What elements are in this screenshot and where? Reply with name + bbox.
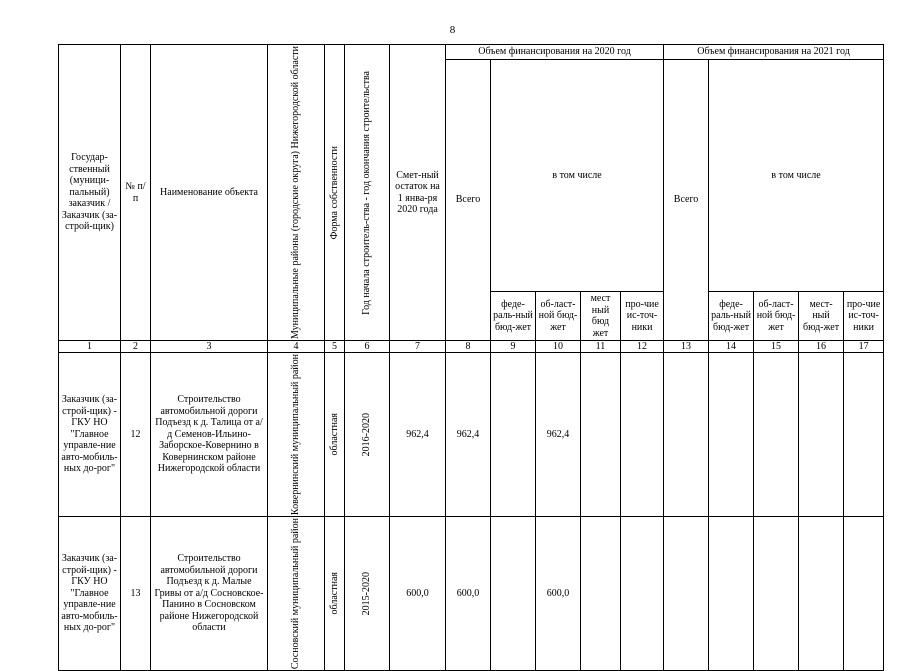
header-estimate: Смет-ный остаток на 1 янва-ря 2020 года: [390, 45, 446, 341]
column-number: 7: [390, 341, 446, 353]
row-local-2020: [581, 517, 621, 671]
header-other-2020: про-чие ис-точ-ники: [621, 292, 664, 341]
row-regional-2021: [754, 517, 799, 671]
row-district-text: Сосновский муниципальный район: [290, 518, 302, 670]
row-local-2021: [799, 517, 844, 671]
header-other-2021: про-чие ис-точ-ники: [844, 292, 884, 341]
header-districts-text: Муниципальные районы (городские округа) Нижегородской области: [290, 46, 302, 340]
column-number: 9: [491, 341, 536, 353]
row-customer: Заказчик (за-строй-щик) - ГКУ НО "Главное управле-ние авто-мобиль-ных до-рог": [59, 517, 121, 671]
row-ownership: [325, 353, 345, 517]
header-local-2020: мест ный бюд жет: [581, 292, 621, 341]
row-total-2020: 962,4: [446, 353, 491, 517]
row-years-text: 2016-2020: [361, 412, 373, 457]
row-other-2020: [621, 353, 664, 517]
row-district: [268, 353, 325, 517]
header-object-name: Наименование объекта: [151, 45, 268, 341]
row-total-2021: [664, 353, 709, 517]
header-including-2020: в том числе: [491, 60, 664, 292]
row-ownership-text: областная: [328, 413, 340, 456]
header-regional-2021: об-ласт-ной бюд-жет: [754, 292, 799, 341]
header-customer: Государ-ственный (муници-пальный) заказчик /Заказчик (за-строй-щик): [59, 45, 121, 341]
column-number: 15: [754, 341, 799, 353]
column-number: 11: [581, 341, 621, 353]
column-number: 2: [121, 341, 151, 353]
column-number: 10: [536, 341, 581, 353]
header-ownership: [325, 45, 345, 341]
table-row: [59, 517, 884, 671]
row-number: 12: [121, 353, 151, 517]
row-regional-2020: 962,4: [536, 353, 581, 517]
row-federal-2021: [709, 353, 754, 517]
header-funding-2020: Объем финансирования на 2020 год: [446, 45, 664, 60]
column-number: 5: [325, 341, 345, 353]
column-numbers-row: [59, 341, 884, 353]
row-other-2021: [844, 353, 884, 517]
row-number: 13: [121, 517, 151, 671]
column-number: 1: [59, 341, 121, 353]
column-number: 12: [621, 341, 664, 353]
column-number: 16: [799, 341, 844, 353]
row-other-2020: [621, 517, 664, 671]
row-years-text: 2015-2020: [361, 571, 373, 616]
column-number: 14: [709, 341, 754, 353]
row-district-text: Ковернинский муниципальный район: [290, 354, 302, 516]
row-local-2021: [799, 353, 844, 517]
header-years: [345, 45, 390, 341]
row-federal-2020: [491, 353, 536, 517]
row-district: [268, 517, 325, 671]
header-regional-2020: об-ласт-ной бюд-жет: [536, 292, 581, 341]
row-object-name: Строительство автомобильной дороги Подъезд к д. Талица от а/д Семенов-Ильино-Заборское-Ковернино в Ковернинском районе Нижегородской области: [151, 353, 268, 517]
row-federal-2021: [709, 517, 754, 671]
row-regional-2021: [754, 353, 799, 517]
row-years: [345, 353, 390, 517]
table-row: [59, 353, 884, 517]
header-total-2021: Всего: [664, 60, 709, 341]
row-ownership: [325, 517, 345, 671]
row-other-2021: [844, 517, 884, 671]
row-object-name: Строительство автомобильной дороги Подъезд к д. Малые Гривы от а/д Сосновское-Панино в Сосновском районе Нижегородской области: [151, 517, 268, 671]
header-row-1: [59, 45, 884, 60]
column-number: 8: [446, 341, 491, 353]
header-years-text: Год начала строитель-ства - год окончания строительства: [361, 70, 373, 315]
investment-table: [58, 44, 884, 671]
row-local-2020: [581, 353, 621, 517]
row-total-2020: 600,0: [446, 517, 491, 671]
page-number: 8: [449, 24, 456, 36]
header-federal-2020: феде-раль-ный бюд-жет: [491, 292, 536, 341]
header-ownership-text: Форма собственности: [328, 145, 340, 240]
header-total-2020: Всего: [446, 60, 491, 341]
row-regional-2020: 600,0: [536, 517, 581, 671]
row-customer: Заказчик (за-строй-щик) - ГКУ НО "Главное управле-ние авто-мобиль-ных до-рог": [59, 353, 121, 517]
row-total-2021: [664, 517, 709, 671]
header-districts: [268, 45, 325, 341]
column-number: 13: [664, 341, 709, 353]
row-federal-2020: [491, 517, 536, 671]
header-federal-2021: феде-раль-ный бюд-жет: [709, 292, 754, 341]
column-number: 3: [151, 341, 268, 353]
row-estimate: 600,0: [390, 517, 446, 671]
column-number: 4: [268, 341, 325, 353]
header-funding-2021: Объем финансирования на 2021 год: [664, 45, 884, 60]
header-number: № п/п: [121, 45, 151, 341]
row-years: [345, 517, 390, 671]
row-estimate: 962,4: [390, 353, 446, 517]
row-ownership-text: областная: [328, 572, 340, 615]
column-number: 17: [844, 341, 884, 353]
header-local-2021: мест-ный бюд-жет: [799, 292, 844, 341]
header-including-2021: в том числе: [709, 60, 884, 292]
column-number: 6: [345, 341, 390, 353]
